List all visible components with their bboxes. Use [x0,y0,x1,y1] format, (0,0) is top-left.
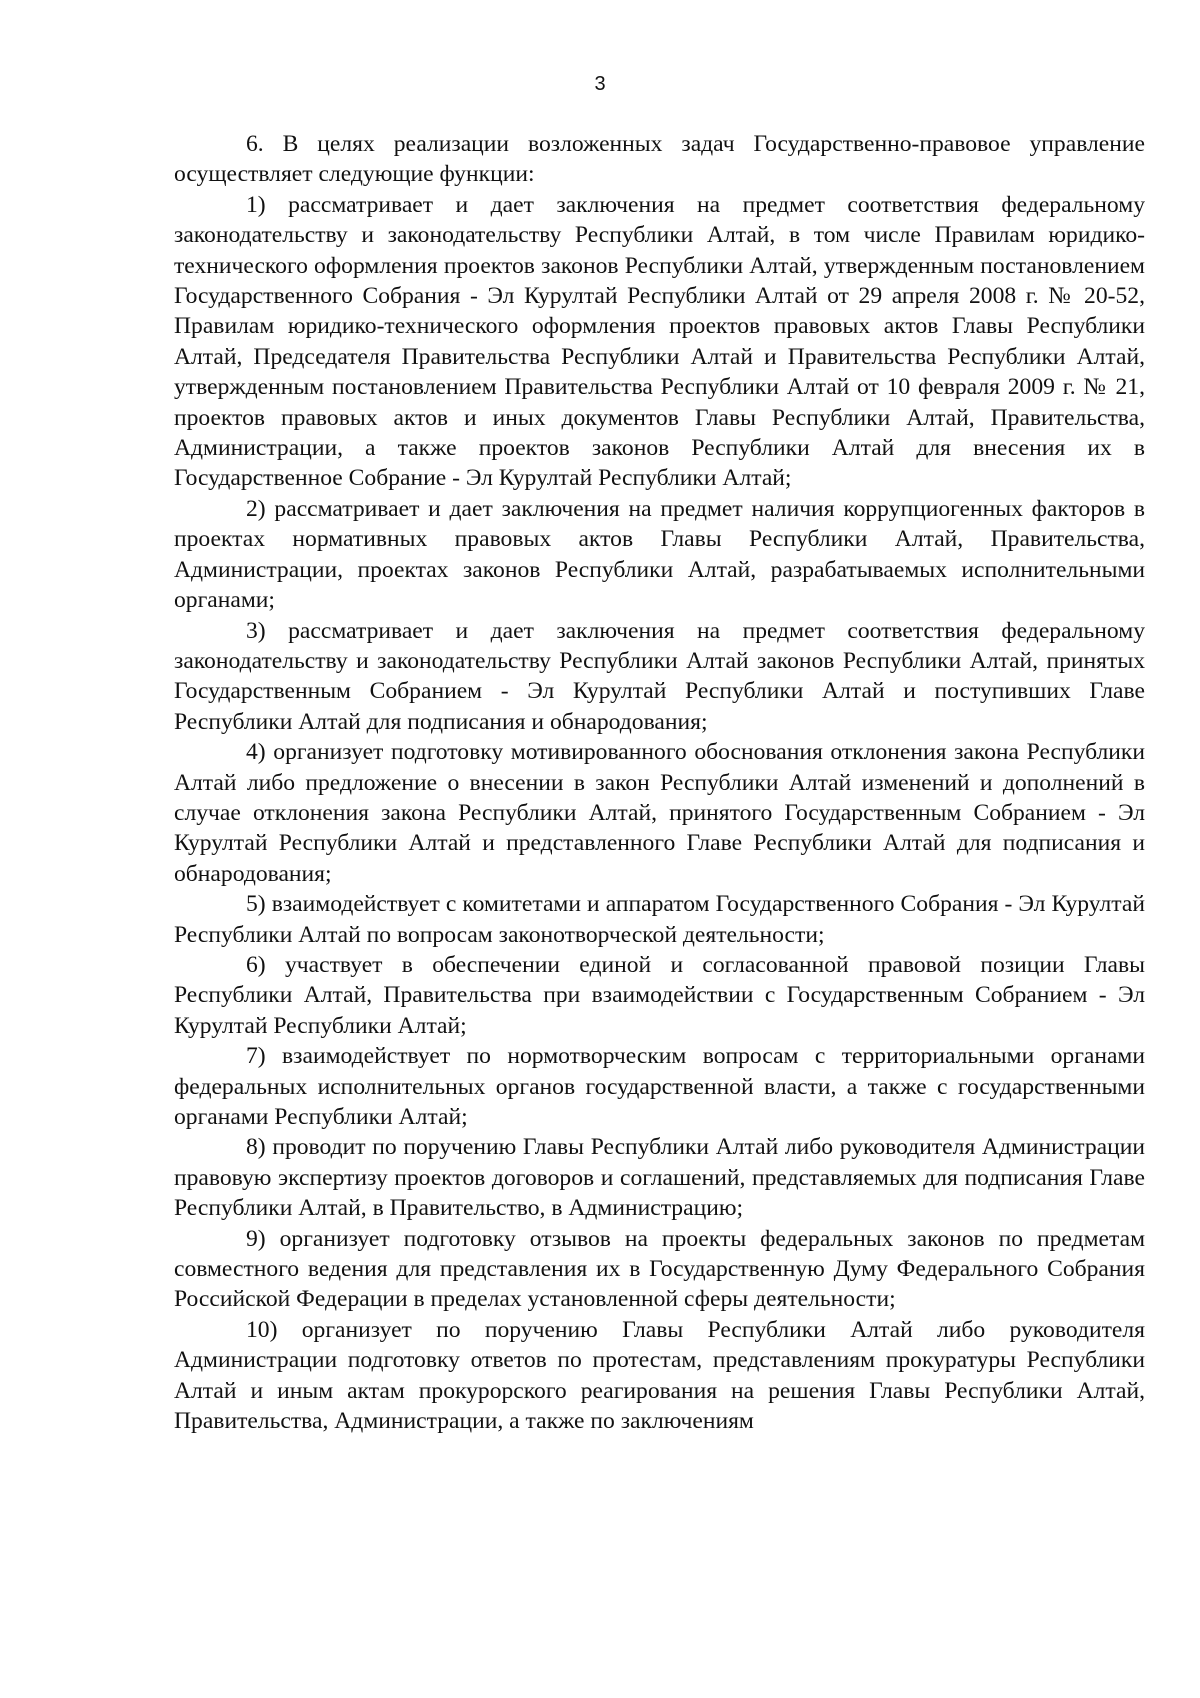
paragraph-item-6: 6) участвует в обеспечении единой и согласованной правовой позиции Главы Республики Алтай, Правительства при взаимодействии с Государственным Собранием - Эл Курултай Республики Алтай; [174,951,1145,1039]
document-body [174,129,1145,1436]
paragraph-item-3: 3) рассматривает и дает заключения на предмет соответствия федеральному законодательству и законодательству Республики Алтай законов Республики Алтай, принятых Государственным Собранием - Эл Курултай Республики Алтай и поступивших Главе Республики Алтай для подписания и обнародования; [174,617,1145,735]
paragraph-intro: 6. В целях реализации возложенных задач Государственно-правовое управление осуществляет следующие функции: [174,131,1145,188]
paragraph-item-9: 9) организует подготовку отзывов на проекты федеральных законов по предметам совместного ведения для представления их в Государственную Думу Федерального Собрания Российской Федерации в пределах установленной сферы деятельности; [174,1225,1145,1313]
page-number: 3 [594,73,606,95]
paragraph-item-5: 5) взаимодействует с комитетами и аппаратом Государственного Собрания - Эл Курултай Республики Алтай по вопросам законотворческой деятельности; [174,891,1145,948]
paragraph-item-7: 7) взаимодействует по нормотворческим вопросам с территориальными органами федеральных исполнительных органов государственной власти, а также с государственными органами Республики Алтай; [174,1043,1145,1130]
paragraph-item-4: 4) организует подготовку мотивированного обоснования отклонения закона Республики Алтай либо предложение о внесении в закон Республики Алтай изменений и дополнений в случае отклонения закона Республики Алтай, принятого Государственным Собранием - Эл Курултай Республики Алтай и представленного Главе Республики Алтай для подписания и обнародования; [174,739,1145,887]
paragraph-item-1: 1) рассматривает и дает заключения на предмет соответствия федеральному законодательству и законодательству Республики Алтай, в том числе Правилам юридико-технического оформления проектов законов Республики Алтай, утвержденным постановлением Государственного Собрания - Эл Курултай Республики Алтай от 29 апреля 2008 г. № 20-52, Правилам юридико-технического оформления проектов правовых актов Главы Республики Алтай, Председателя Правительства Республики Алтай и Правительства Республики Алтай, утвержденным постановлением Правительства Республики Алтай от 10 февраля 2009 г. № 21, проектов правовых актов и иных документов Главы Республики Алтай, Правительства, Администрации, а также проектов законов Республики Алтай для внесения их в Государственное Собрание - Эл Курултай Республики Алтай; [174,191,1145,492]
paragraph-item-8: 8) проводит по поручению Главы Республики Алтай либо руководителя Администрации правовую экспертизу проектов договоров и соглашений, представляемых для подписания Главе Республики Алтай, в Правительство, в Администрацию; [174,1134,1145,1222]
paragraph-item-10: 10) организует по поручению Главы Республики Алтай либо руководителя Администрации подготовку ответов по протестам, представлениям прокуратуры Республики Алтай и иным актам прокурорского реагирования на решения Главы Республики Алтай, Правительства, Администрации, а также по заключениям [174,1316,1145,1435]
paragraph-item-2: 2) рассматривает и дает заключения на предмет наличия коррупциогенных факторов в проектах нормативных правовых актов Главы Республики Алтай, Правительства, Администрации, проектах законов Республики Алтай, разрабатываемых исполнительными органами; [174,495,1145,614]
